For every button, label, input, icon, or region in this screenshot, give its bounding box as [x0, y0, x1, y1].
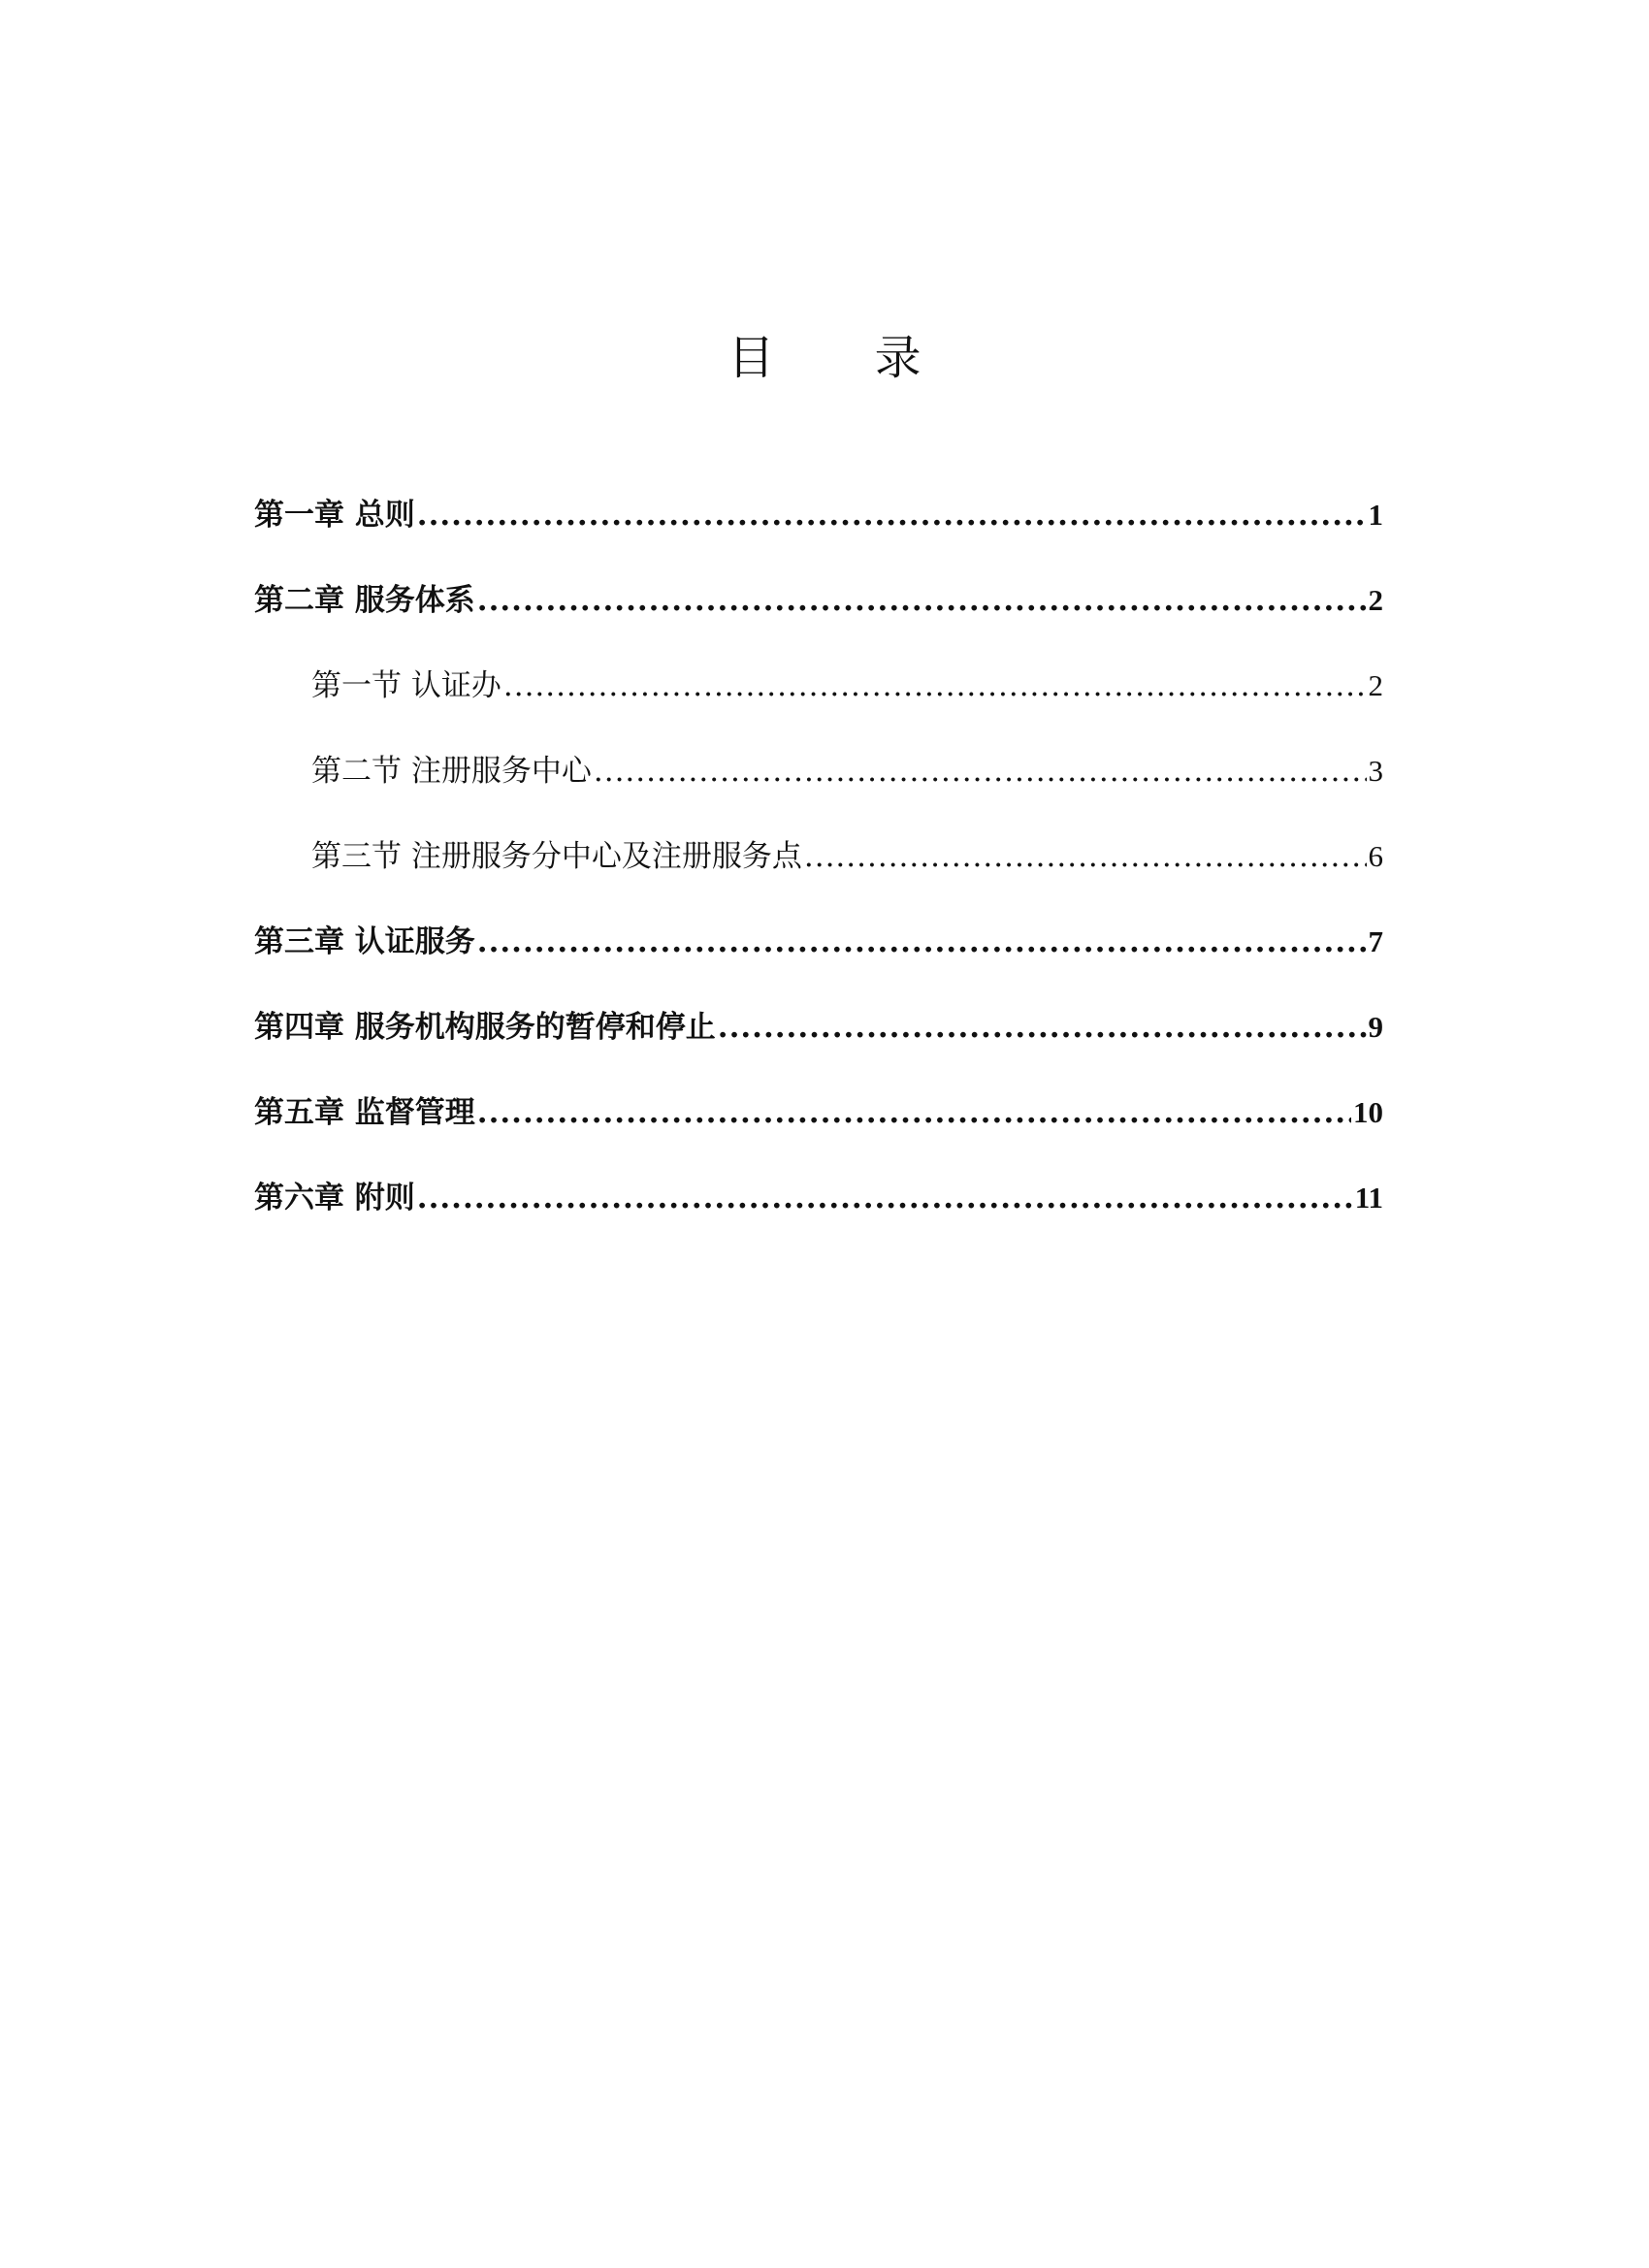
toc-page-number: 2 [1368, 668, 1383, 702]
toc-entry-label: 第三节 注册服务分中心及注册服务点 [311, 839, 802, 874]
toc-entry-chapter-3[interactable] [254, 926, 1383, 1012]
table-of-contents [254, 500, 1383, 1268]
toc-entry-label: 第四章 服务机构服务的暂停和停止 [254, 1010, 716, 1045]
toc-entry-label: 第一节 认证办 [311, 668, 501, 703]
toc-leader-dots [477, 1098, 1351, 1128]
toc-page-number: 11 [1354, 1181, 1383, 1215]
toc-leader-dots [417, 1183, 1353, 1214]
toc-leader-dots [477, 927, 1367, 957]
toc-entry-section-2-3[interactable] [254, 841, 1383, 926]
toc-leader-dots [477, 586, 1367, 616]
toc-entry-label: 第二节 注册服务中心 [311, 754, 592, 789]
toc-leader-dots [417, 501, 1367, 531]
toc-entry-label: 第五章 监督管理 [254, 1095, 475, 1130]
toc-page-number: 10 [1353, 1095, 1383, 1129]
toc-page-number: 3 [1368, 754, 1383, 788]
toc-entry-label: 第一章 总则 [254, 498, 415, 533]
toc-entry-chapter-4[interactable] [254, 1012, 1383, 1097]
toc-entry-chapter-2[interactable] [254, 585, 1383, 670]
toc-entry-label: 第二章 服务体系 [254, 583, 475, 618]
toc-leader-dots [718, 1013, 1367, 1043]
toc-entry-label: 第三章 认证服务 [254, 924, 475, 959]
toc-leader-dots [503, 671, 1367, 701]
toc-entry-chapter-1[interactable] [254, 500, 1383, 585]
toc-entry-section-2-1[interactable] [254, 670, 1383, 756]
toc-entry-section-2-2[interactable] [254, 756, 1383, 841]
toc-entry-label: 第六章 附则 [254, 1181, 415, 1215]
toc-leader-dots [804, 842, 1367, 872]
toc-page-number: 6 [1368, 839, 1383, 873]
toc-page-number: 9 [1368, 1010, 1383, 1044]
toc-entry-chapter-6[interactable] [254, 1183, 1383, 1268]
toc-leader-dots [594, 757, 1367, 787]
toc-entry-chapter-5[interactable] [254, 1097, 1383, 1183]
toc-page-number: 7 [1368, 924, 1383, 958]
toc-title: 目 录 [728, 331, 964, 385]
toc-page-number: 2 [1368, 583, 1383, 617]
toc-page-number: 1 [1368, 498, 1383, 532]
